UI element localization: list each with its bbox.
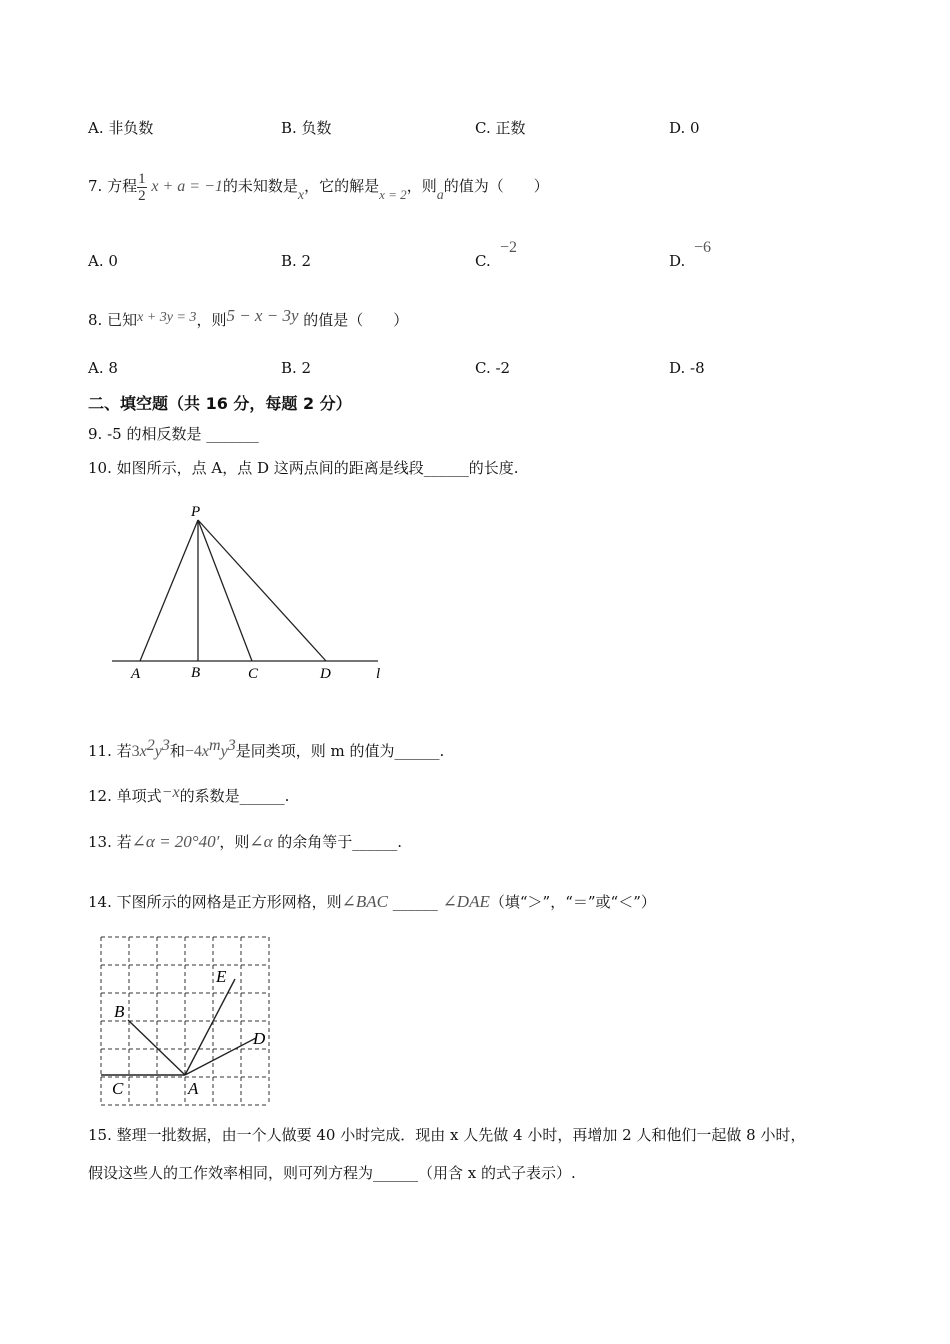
q7-text-2: 的未知数是	[222, 177, 298, 195]
q8-number: 8.	[88, 311, 103, 329]
label-b: B	[114, 1002, 125, 1021]
q7-option-b: B. 2	[281, 252, 312, 270]
q6-option-a: A. 非负数	[88, 119, 154, 137]
q7-frac-den: 2	[138, 187, 146, 204]
q8-expression: 5 − x − 3y	[226, 306, 299, 325]
q11-exp-4: 3	[227, 737, 236, 754]
q7-number: 7.	[88, 177, 103, 195]
q8-option-b: B. 2	[281, 359, 312, 377]
label-d: D	[253, 1029, 266, 1048]
q11-text-3: 是同类项，则 m 的值为______.	[235, 742, 445, 760]
q6-option-d: D. 0	[669, 119, 700, 137]
q7-option-c: C.	[475, 252, 491, 270]
figure-q14-grid	[98, 934, 273, 1109]
question-7	[88, 166, 549, 208]
q7-frac-num: 1	[138, 170, 146, 187]
question-12	[88, 786, 289, 807]
q11-exp-2: 3	[161, 737, 170, 754]
q7-equation: x + a = −1	[151, 178, 223, 195]
q6-option-c: C. 正数	[475, 119, 526, 137]
label-a: A	[131, 666, 141, 682]
segment-pa	[140, 520, 198, 661]
q6-option-b: B. 负数	[281, 119, 332, 137]
q7-var-x: x	[297, 188, 305, 203]
q14-text-1: 下图所示的网格是正方形网格，则	[116, 893, 342, 911]
q8-equation-1: x + 3y = 3	[137, 310, 197, 325]
q8-option-d: D. -8	[669, 359, 705, 377]
q14-angle-dae: ∠DAE	[442, 892, 490, 911]
segment-pd	[198, 520, 326, 661]
q13-text-2: ，则	[219, 833, 250, 851]
question-15-line-1: 15. 整理一批数据，由一个人做要 40 小时完成．现由 x 人先做 4 小时，再增加 2 人和他们一起做 8 小时，	[88, 1126, 806, 1144]
question-10: 10. 如图所示，点 A，点 D 这两点间的距离是线段______的长度.	[88, 459, 519, 477]
section-title: 二、填空题（共 16 分，每题 2 分）	[88, 394, 352, 413]
label-p: P	[191, 504, 201, 520]
q12-text-2: 的系数是______.	[179, 787, 290, 805]
q13-angle: ∠α	[249, 832, 273, 851]
question-11	[88, 736, 444, 762]
q11-x-1: x	[139, 743, 147, 760]
q11-coef-2: −4	[184, 743, 202, 760]
q7-option-d-value: −6	[694, 239, 712, 256]
label-c: C	[112, 1079, 124, 1098]
label-d: D	[320, 666, 331, 682]
q11-exp-3: m	[209, 737, 221, 754]
q7-text-5: 的值为（ ）	[443, 177, 549, 195]
q7-text-4: ，则	[406, 177, 437, 195]
label-c: C	[248, 666, 259, 682]
label-b: B	[191, 665, 201, 681]
q7-fraction	[137, 171, 147, 204]
q11-text-2: 和	[169, 742, 185, 760]
q7-option-c-value: −2	[500, 239, 518, 256]
label-a: A	[188, 1079, 199, 1098]
q13-expression: ∠α = 20°40′	[131, 832, 220, 851]
question-8	[88, 306, 409, 332]
figure-q10	[100, 500, 400, 690]
q11-x-2: x	[201, 743, 210, 760]
label-l: l	[376, 666, 381, 682]
q14-angle-bac: ∠BAC	[341, 892, 389, 911]
q14-blank: ______	[388, 893, 443, 911]
q11-y-2: y	[220, 743, 228, 760]
q11-exp-1: 2	[146, 737, 155, 754]
question-14	[88, 892, 656, 912]
q8-option-c: C. -2	[475, 359, 511, 377]
q7-text-3: ，它的解是	[304, 177, 380, 195]
q8-text-3: 的值是（ ）	[303, 311, 409, 329]
q13-number: 13.	[88, 833, 112, 851]
q12-text-1: 单项式	[116, 787, 162, 805]
q12-number: 12.	[88, 787, 112, 805]
q14-number: 14.	[88, 893, 112, 911]
question-13	[88, 832, 402, 852]
q11-y-1: y	[154, 743, 162, 760]
q11-number: 11.	[88, 742, 112, 760]
q7-option-d: D.	[669, 252, 686, 270]
question-9: 9. -5 的相反数是 _______	[88, 425, 259, 443]
label-e: E	[216, 967, 227, 986]
segment-pc	[198, 520, 252, 661]
q7-text-1: 方程	[107, 177, 138, 195]
q12-expression: −x	[161, 784, 180, 801]
q13-text-3: 的余角等于______.	[277, 833, 403, 851]
q8-text-2: ，则	[196, 311, 227, 329]
q14-text-2: （填“＞”，“＝”或“＜”）	[489, 893, 656, 911]
ray-ad	[185, 1038, 256, 1075]
q8-option-a: A. 8	[88, 359, 118, 377]
q8-text-1: 已知	[107, 311, 138, 329]
question-15-line-2: 假设这些人的工作效率相同，则可列方程为______（用含 x 的式子表示）.	[88, 1164, 576, 1182]
q7-solution: x = 2	[379, 187, 407, 202]
q7-option-a: A. 0	[88, 252, 118, 270]
q11-text-1: 若	[116, 742, 132, 760]
q13-text-1: 若	[116, 833, 132, 851]
q7-var-a: a	[436, 188, 444, 203]
q11-coef-1: 3	[131, 743, 140, 760]
